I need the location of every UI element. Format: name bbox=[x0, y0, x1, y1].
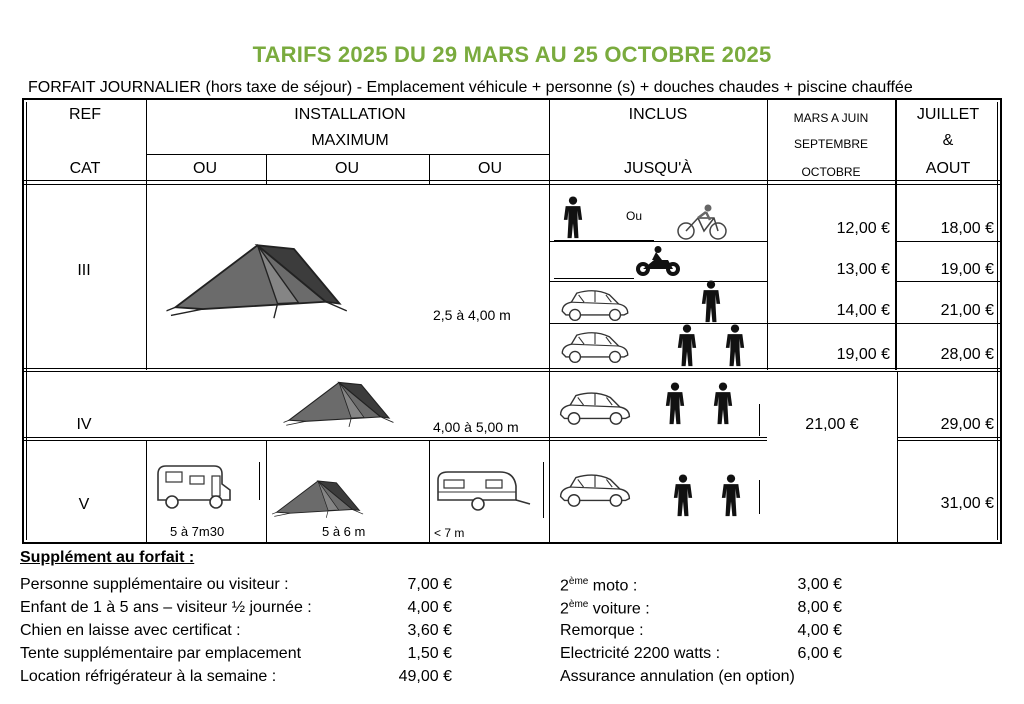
header-juillet: JUILLET bbox=[916, 106, 980, 123]
price-iv-high: 29,00 € bbox=[940, 416, 994, 433]
header-inclus: INCLUS bbox=[628, 106, 688, 123]
category-iii: III bbox=[77, 262, 91, 279]
supplement-label: Chien en laisse avec certificat : bbox=[20, 622, 241, 639]
person-icon bbox=[712, 382, 734, 426]
header-ou-2: OU bbox=[335, 160, 359, 177]
supplement-label: 2ème moto : bbox=[560, 576, 638, 595]
supplement-value: 4,00 € bbox=[407, 599, 452, 616]
price-r1-high: 18,00 € bbox=[940, 220, 994, 237]
page-subtitle: FORFAIT JOURNALIER (hors taxe de séjour) - Emplacement véhicule + personne (s) + douches chaudes + piscine chauffée bbox=[28, 79, 913, 96]
tent-icon bbox=[150, 238, 365, 320]
supplement-value: 1,50 € bbox=[407, 645, 452, 662]
caravan-icon bbox=[434, 466, 530, 512]
price-v-high: 31,00 € bbox=[940, 495, 994, 512]
header-cat: CAT bbox=[69, 160, 101, 177]
bicycle-icon bbox=[676, 204, 728, 240]
price-r3-low: 14,00 € bbox=[836, 302, 890, 319]
or-label: Ou bbox=[626, 209, 643, 223]
supplement-value: 6,00 € bbox=[797, 645, 842, 662]
supplement-label: 2ème voiture : bbox=[560, 599, 650, 618]
price-iv-v-low: 21,00 € bbox=[805, 416, 859, 433]
header-ref: REF bbox=[69, 106, 101, 123]
campervan-icon bbox=[156, 460, 232, 510]
supplements-title: Supplément au forfait : bbox=[20, 549, 195, 566]
person-icon bbox=[672, 474, 694, 518]
supplement-value: 3,00 € bbox=[797, 576, 842, 593]
person-icon bbox=[664, 382, 686, 426]
supplement-label: Assurance annulation (en option) bbox=[560, 668, 795, 685]
size-range-campervan: 5 à 7m30 bbox=[170, 524, 225, 539]
header-installation: INSTALLATION bbox=[294, 106, 406, 123]
header-jusqua: JUSQU'À bbox=[624, 160, 692, 177]
supplement-value: 4,00 € bbox=[797, 622, 842, 639]
price-r4-low: 19,00 € bbox=[836, 346, 890, 363]
tent-icon bbox=[268, 378, 410, 428]
supplement-label: Personne supplémentaire ou visiteur : bbox=[20, 576, 289, 593]
price-r3-high: 21,00 € bbox=[940, 302, 994, 319]
price-r4-high: 28,00 € bbox=[940, 346, 994, 363]
header-septembre: SEPTEMBRE bbox=[793, 137, 868, 151]
size-range-caravan: < 7 m bbox=[434, 526, 465, 540]
price-r2-low: 13,00 € bbox=[836, 261, 890, 278]
header-aout: AOUT bbox=[925, 160, 971, 177]
supplement-value: 8,00 € bbox=[797, 599, 842, 616]
page-title: TARIFS 2025 DU 29 MARS AU 25 OCTOBRE 2025 bbox=[252, 42, 772, 67]
category-iv: IV bbox=[76, 416, 92, 433]
person-icon bbox=[724, 324, 746, 368]
person-icon bbox=[700, 280, 722, 324]
header-mars-juin: MARS A JUIN bbox=[793, 111, 869, 125]
supplement-value: 49,00 € bbox=[398, 668, 452, 685]
header-octobre: OCTOBRE bbox=[801, 165, 861, 179]
header-ou-3: OU bbox=[478, 160, 502, 177]
car-icon bbox=[556, 284, 634, 324]
motorcycle-icon bbox=[634, 246, 682, 278]
supplement-label: Location réfrigérateur à la semaine : bbox=[20, 668, 277, 685]
supplement-label: Electricité 2200 watts : bbox=[560, 645, 721, 662]
car-icon bbox=[556, 326, 634, 366]
supplement-value: 3,60 € bbox=[407, 622, 452, 639]
header-amp: & bbox=[942, 132, 954, 149]
car-icon bbox=[556, 468, 634, 510]
header-ou-1: OU bbox=[193, 160, 217, 177]
person-icon bbox=[720, 474, 742, 518]
person-icon bbox=[562, 196, 584, 240]
size-range-iv: 4,00 à 5,00 m bbox=[433, 419, 519, 435]
car-icon bbox=[556, 386, 634, 428]
supplement-label: Remorque : bbox=[560, 622, 644, 639]
size-range-iii: 2,5 à 4,00 m bbox=[433, 307, 511, 323]
size-range-tent-v: 5 à 6 m bbox=[322, 524, 366, 539]
tent-icon bbox=[272, 476, 364, 520]
header-maximum: MAXIMUM bbox=[311, 132, 389, 149]
supplement-value: 7,00 € bbox=[407, 576, 452, 593]
supplement-label: Tente supplémentaire par emplacement bbox=[20, 645, 302, 662]
supplement-label: Enfant de 1 à 5 ans – visiteur ½ journée : bbox=[20, 599, 312, 616]
price-r1-low: 12,00 € bbox=[836, 220, 890, 237]
category-v: V bbox=[78, 496, 90, 513]
price-r2-high: 19,00 € bbox=[940, 261, 994, 278]
person-icon bbox=[676, 324, 698, 368]
